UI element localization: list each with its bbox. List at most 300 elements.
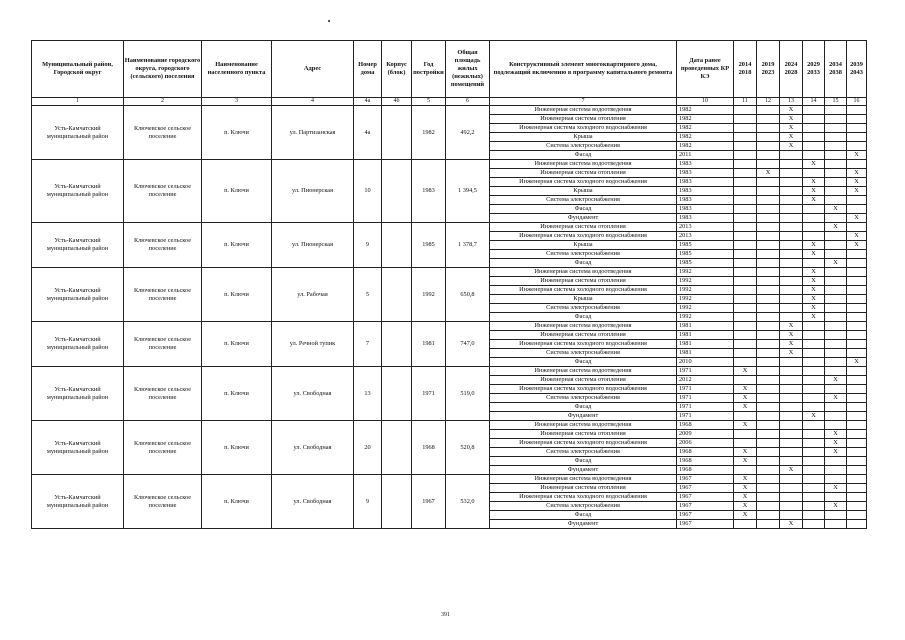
period-mark-cell [847,268,867,277]
group-area: 1 394,5 [446,160,490,223]
group-built: 1992 [412,268,446,322]
period-mark-cell [734,133,757,142]
element-cell: Система электроснабжения [490,142,677,151]
prev-date-cell: 1971 [677,394,734,403]
period-mark-cell [825,214,847,223]
element-cell: Фасад [490,403,677,412]
period-mark-cell: X [825,394,847,403]
period-mark-cell [734,187,757,196]
group-block [382,322,412,367]
period-mark-cell [780,430,803,439]
group-street: ул. Партизанская [272,106,354,160]
group-district: Усть-Камчатский муниципальный район [32,160,124,223]
header-prev-date: Дата ранее проведенных КР КЭ [677,41,734,98]
period-mark-cell: X [780,106,803,115]
group-settlement: Ключевское сельское поселение [124,421,202,475]
header-district: Муниципальный район, Городской округ [32,41,124,98]
period-mark-cell [803,223,825,232]
period-mark-cell [734,223,757,232]
period-mark-cell [757,421,780,430]
period-mark-cell [847,277,867,286]
period-mark-cell [780,367,803,376]
group-locality: п. Ключи [202,475,272,529]
header-period-2039: 2039 2043 [847,41,867,98]
period-mark-cell: X [780,133,803,142]
group-street: ул. Свободная [272,421,354,475]
period-mark-cell [734,376,757,385]
period-mark-cell [734,124,757,133]
period-mark-cell [803,430,825,439]
period-mark-cell [757,457,780,466]
table-row [32,223,867,232]
prev-date-cell: 1983 [677,187,734,196]
period-mark-cell [803,394,825,403]
period-mark-cell [780,502,803,511]
period-mark-cell [825,250,847,259]
period-mark-cell [757,160,780,169]
period-mark-cell [825,196,847,205]
period-mark-cell [780,196,803,205]
period-mark-cell [803,520,825,529]
period-mark-cell [757,385,780,394]
table-body [32,106,867,529]
group-locality: п. Ключи [202,268,272,322]
period-mark-cell [734,169,757,178]
prev-date-cell: 2011 [677,151,734,160]
period-mark-cell [757,178,780,187]
prev-date-cell: 1967 [677,484,734,493]
period-mark-cell: X [780,349,803,358]
col-num: 7 [490,98,677,106]
period-mark-cell [757,205,780,214]
group-district: Усть-Камчатский муниципальный район [32,268,124,322]
period-mark-cell [825,241,847,250]
period-mark-cell: X [780,322,803,331]
period-mark-cell: X [780,124,803,133]
header-settlement: Наименование городского округа, городского (сельского) поселения [124,41,202,98]
period-mark-cell [803,466,825,475]
period-mark-cell [847,259,867,268]
group-built: 1967 [412,475,446,529]
period-mark-cell [847,475,867,484]
period-mark-cell [780,421,803,430]
period-mark-cell: X [847,214,867,223]
period-mark-cell [757,376,780,385]
col-num: 15 [825,98,847,106]
group-built: 1985 [412,223,446,268]
period-mark-cell [757,313,780,322]
group-locality: п. Ключи [202,367,272,421]
period-mark-cell: X [825,430,847,439]
period-mark-cell [734,241,757,250]
group-house: 10 [354,160,382,223]
prev-date-cell: 1982 [677,133,734,142]
group-street: ул. Свободная [272,475,354,529]
table-row [32,475,867,484]
header-house: Номер дома [354,41,382,98]
period-mark-cell: X [780,340,803,349]
group-block [382,223,412,268]
period-mark-cell [780,187,803,196]
period-mark-cell [780,439,803,448]
group-area: 519,0 [446,367,490,421]
period-mark-cell [847,196,867,205]
group-settlement: Ключевское сельское поселение [124,367,202,421]
period-mark-cell [847,448,867,457]
period-mark-cell: X [825,205,847,214]
element-cell: Фасад [490,151,677,160]
period-mark-cell [825,142,847,151]
period-mark-cell: X [803,160,825,169]
period-mark-cell [825,286,847,295]
capital-repair-table [31,40,867,529]
group-house: 7 [354,322,382,367]
group-settlement: Ключевское сельское поселение [124,268,202,322]
period-mark-cell [780,223,803,232]
period-mark-cell: X [734,421,757,430]
group-block [382,160,412,223]
period-mark-cell: X [803,241,825,250]
col-num: 3 [202,98,272,106]
prev-date-cell: 1971 [677,412,734,421]
element-cell: Фундамент [490,466,677,475]
element-cell: Инженерная система отопления [490,223,677,232]
period-mark-cell [803,385,825,394]
group-block [382,367,412,421]
period-mark-cell [757,133,780,142]
period-mark-cell: X [734,448,757,457]
prev-date-cell: 1983 [677,214,734,223]
period-mark-cell [734,106,757,115]
prev-date-cell: 2010 [677,358,734,367]
period-mark-cell [734,520,757,529]
period-mark-cell: X [734,403,757,412]
period-mark-cell [780,232,803,241]
element-cell: Инженерная система отопления [490,484,677,493]
group-settlement: Ключевское сельское поселение [124,322,202,367]
period-mark-cell [825,106,847,115]
group-locality: п. Ключи [202,160,272,223]
group-built: 1968 [412,421,446,475]
period-mark-cell [803,511,825,520]
period-mark-cell: X [847,151,867,160]
period-mark-cell [825,160,847,169]
col-num: 12 [757,98,780,106]
prev-date-cell: 1982 [677,124,734,133]
element-cell: Система электроснабжения [490,304,677,313]
period-mark-cell [780,286,803,295]
group-block [382,475,412,529]
group-street: ул. Свободная [272,367,354,421]
element-cell: Фасад [490,511,677,520]
period-mark-cell [757,106,780,115]
period-mark-cell: X [734,502,757,511]
group-house: 4а [354,106,382,160]
period-mark-cell: X [734,385,757,394]
group-area: 650,8 [446,268,490,322]
period-mark-cell: X [825,259,847,268]
group-block [382,421,412,475]
element-cell: Фасад [490,457,677,466]
period-mark-cell [757,484,780,493]
element-cell: Инженерная система холодного водоснабжения [490,385,677,394]
prev-date-cell: 1971 [677,367,734,376]
group-built: 1983 [412,160,446,223]
prev-date-cell: 1968 [677,457,734,466]
period-mark-cell [847,349,867,358]
period-mark-cell: X [803,286,825,295]
period-mark-cell [757,304,780,313]
group-district: Усть-Камчатский муниципальный район [32,421,124,475]
col-num: 4а [354,98,382,106]
period-mark-cell: X [847,358,867,367]
period-mark-cell [757,295,780,304]
group-street: ул. Рабочая [272,268,354,322]
period-mark-cell [734,160,757,169]
period-mark-cell [780,214,803,223]
col-num: 5 [412,98,446,106]
period-mark-cell [780,358,803,367]
header-block: Корпус (блок) [382,41,412,98]
group-area: 1 378,7 [446,223,490,268]
element-cell: Крыша [490,133,677,142]
group-locality: п. Ключи [202,421,272,475]
period-mark-cell [734,178,757,187]
table-row [32,106,867,115]
period-mark-cell [757,223,780,232]
group-area: 492,2 [446,106,490,160]
period-mark-cell: X [825,448,847,457]
table-row [32,421,867,430]
header-area: Общая площадь жилых (нежилых) помещений [446,41,490,98]
element-cell: Фундамент [490,412,677,421]
period-mark-cell [847,412,867,421]
period-mark-cell [734,151,757,160]
period-mark-cell [847,295,867,304]
header-period-2019: 2019 2023 [757,41,780,98]
period-mark-cell [734,115,757,124]
col-num: 1 [32,98,124,106]
element-cell: Инженерная система водоотведения [490,421,677,430]
period-mark-cell [780,394,803,403]
period-mark-cell [825,421,847,430]
period-mark-cell [757,439,780,448]
period-mark-cell [847,484,867,493]
group-settlement: Ключевское сельское поселение [124,106,202,160]
period-mark-cell [803,259,825,268]
period-mark-cell: X [847,241,867,250]
element-cell: Инженерная система отопления [490,331,677,340]
period-mark-cell [847,331,867,340]
period-mark-cell [803,340,825,349]
period-mark-cell: X [734,511,757,520]
element-cell: Инженерная система отопления [490,376,677,385]
group-settlement: Ключевское сельское поселение [124,160,202,223]
period-mark-cell [757,286,780,295]
period-mark-cell [825,133,847,142]
col-num: 4б [382,98,412,106]
period-mark-cell [757,511,780,520]
period-mark-cell [847,493,867,502]
period-mark-cell [734,358,757,367]
period-mark-cell [734,286,757,295]
element-cell: Фасад [490,358,677,367]
period-mark-cell [780,412,803,421]
element-cell: Инженерная система водоотведения [490,160,677,169]
period-mark-cell [803,169,825,178]
group-block [382,268,412,322]
element-cell: Инженерная система холодного водоснабжения [490,232,677,241]
element-cell: Фундамент [490,214,677,223]
group-district: Усть-Камчатский муниципальный район [32,223,124,268]
element-cell: Фундамент [490,520,677,529]
period-mark-cell [825,367,847,376]
period-mark-cell [847,160,867,169]
table-row [32,322,867,331]
prev-date-cell: 1983 [677,178,734,187]
period-mark-cell [734,295,757,304]
header-period-2029: 2029 2033 [803,41,825,98]
period-mark-cell [757,466,780,475]
header-built: Год постройки [412,41,446,98]
period-mark-cell: X [780,115,803,124]
element-cell: Система электроснабжения [490,502,677,511]
element-cell: Инженерная система отопления [490,169,677,178]
period-mark-cell: X [825,484,847,493]
period-mark-cell [734,340,757,349]
element-cell: Система электроснабжения [490,196,677,205]
group-district: Усть-Камчатский муниципальный район [32,475,124,529]
period-mark-cell [757,502,780,511]
period-mark-cell [847,124,867,133]
element-cell: Инженерная система отопления [490,277,677,286]
period-mark-cell [734,313,757,322]
prev-date-cell: 1968 [677,448,734,457]
period-mark-cell [734,349,757,358]
period-mark-cell: X [825,502,847,511]
period-mark-cell [780,160,803,169]
period-mark-cell: X [780,466,803,475]
period-mark-cell [757,268,780,277]
period-mark-cell [825,151,847,160]
period-mark-cell [847,394,867,403]
period-mark-cell [780,385,803,394]
period-mark-cell [780,151,803,160]
period-mark-cell [780,511,803,520]
element-cell: Инженерная система холодного водоснабжения [490,124,677,133]
element-cell: Система электроснабжения [490,394,677,403]
period-mark-cell [734,466,757,475]
period-mark-cell [757,349,780,358]
prev-date-cell: 1982 [677,106,734,115]
table-row [32,367,867,376]
period-mark-cell: X [825,376,847,385]
period-mark-cell [803,403,825,412]
period-mark-cell [803,133,825,142]
group-block [382,106,412,160]
prev-date-cell: 1967 [677,493,734,502]
period-mark-cell: X [734,475,757,484]
prev-date-cell: 1967 [677,475,734,484]
period-mark-cell [847,403,867,412]
period-mark-cell [847,142,867,151]
period-mark-cell [757,448,780,457]
element-cell: Крыша [490,187,677,196]
period-mark-cell [757,196,780,205]
period-mark-cell [757,403,780,412]
period-mark-cell [847,250,867,259]
prev-date-cell: 1982 [677,115,734,124]
col-num: 6 [446,98,490,106]
period-mark-cell [847,466,867,475]
prev-date-cell: 1985 [677,250,734,259]
period-mark-cell [847,502,867,511]
period-mark-cell: X [825,439,847,448]
period-mark-cell [825,178,847,187]
group-locality: п. Ключи [202,106,272,160]
period-mark-cell: X [734,484,757,493]
period-mark-cell [734,250,757,259]
period-mark-cell: X [803,412,825,421]
group-area: 520,8 [446,421,490,475]
period-mark-cell [847,520,867,529]
prev-date-cell: 1992 [677,313,734,322]
period-mark-cell [825,322,847,331]
period-mark-cell [780,295,803,304]
group-street: ул. Речной тупик [272,322,354,367]
period-mark-cell [847,367,867,376]
period-mark-cell [825,349,847,358]
period-mark-cell [825,115,847,124]
header-locality: Наименование населенного пункта [202,41,272,98]
period-mark-cell [734,322,757,331]
period-mark-cell [825,313,847,322]
period-mark-cell [825,277,847,286]
element-cell: Фасад [490,259,677,268]
group-built: 1982 [412,106,446,160]
period-mark-cell [847,322,867,331]
period-mark-cell [847,205,867,214]
prev-date-cell: 2009 [677,430,734,439]
group-area: 747,0 [446,322,490,367]
period-mark-cell [803,322,825,331]
period-mark-cell [757,259,780,268]
period-mark-cell [757,394,780,403]
period-mark-cell [803,475,825,484]
period-mark-cell [803,124,825,133]
period-mark-cell [803,214,825,223]
page-number: 391 [441,612,450,618]
period-mark-cell [847,304,867,313]
period-mark-cell [847,439,867,448]
period-mark-cell [825,475,847,484]
col-num: 14 [803,98,825,106]
prev-date-cell: 2006 [677,439,734,448]
period-mark-cell [780,259,803,268]
col-num: 13 [780,98,803,106]
col-num: 2 [124,98,202,106]
prev-date-cell: 2012 [677,376,734,385]
header-address: Адрес [272,41,354,98]
period-mark-cell: X [757,169,780,178]
period-mark-cell [780,484,803,493]
table-row [32,160,867,169]
group-house: 5 [354,268,382,322]
period-mark-cell: X [780,331,803,340]
header-element: Конструктивный элемент многоквартирного дома, подлежащий включению в программу капитального ремонта [490,41,677,98]
period-mark-cell [847,457,867,466]
element-cell: Инженерная система холодного водоснабжения [490,493,677,502]
